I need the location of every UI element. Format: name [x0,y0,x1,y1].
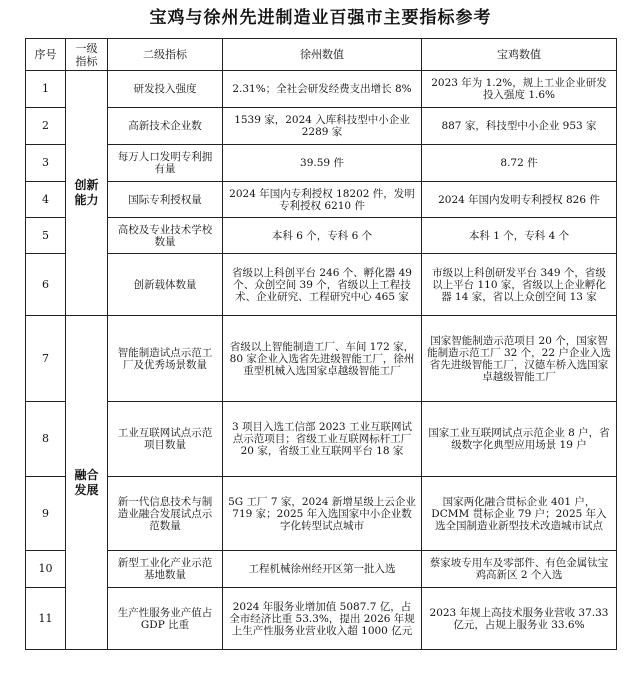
table-row [26,71,617,108]
row-baoji-value: 市级以上科创研发平台 349 个，省级以上平台 110 家，省级以上企业孵化器 14 家，省以上众创空间 13 家 [422,254,617,316]
row-seq: 8 [26,402,66,477]
row-indicator: 每万人口发明专利拥有量 [108,145,223,182]
row-xuzhou-value: 2024 年国内专利授权 18202 件，发明专利授权 6210 件 [223,182,422,218]
row-baoji-value: 887 家，科技型中小企业 953 家 [422,108,617,145]
row-seq: 11 [26,588,66,650]
header-level2: 二级指标 [108,39,223,71]
table-row [26,145,617,182]
row-xuzhou-value: 本科 6 个，专科 6 个 [223,218,422,254]
header-level1: 一级指标 [66,39,108,71]
row-indicator: 新型工业化产业示范基地数量 [108,551,223,588]
row-xuzhou-value: 2.31%；全社会研发经费支出增长 8% [223,71,422,108]
row-xuzhou-value: 1539 家，2024 入库科技型中小企业 2289 家 [223,108,422,145]
table-row [26,218,617,254]
row-seq: 5 [26,218,66,254]
category-integration-cell [66,316,108,650]
category-integration: 融合发展 [74,467,99,497]
indicator-table [25,38,617,650]
row-seq: 3 [26,145,66,182]
table-row [26,588,617,650]
row-indicator: 国际专利授权量 [108,182,223,218]
row-indicator: 新一代信息技术与制造业融合发展试点示范数量 [108,477,223,551]
row-xuzhou-value: 省级以上科创平台 246 个、孵化器 49 个、众创空间 39 个，省级以上工程技术、企业研究、工程研究中心 465 家 [223,254,422,316]
table-row [26,477,617,551]
row-baoji-value: 8.72 件 [422,145,617,182]
row-xuzhou-value: 3 项目入选工信部 2023 工业互联网试点示范项目；省级工业互联网标杆工厂 20 家，省级工业互联网平台 18 家 [223,402,422,477]
row-seq: 2 [26,108,66,145]
row-seq: 7 [26,316,66,402]
row-indicator: 高校及专业技术学校数量 [108,218,223,254]
row-indicator: 高新技术企业数 [108,108,223,145]
table-row [26,254,617,316]
row-indicator: 研发投入强度 [108,71,223,108]
table-row [26,551,617,588]
row-xuzhou-value: 工程机械徐州经开区第一批入选 [223,551,422,588]
header-seq: 序号 [26,39,66,71]
header-baoji: 宝鸡数值 [422,39,617,71]
row-seq: 9 [26,477,66,551]
row-seq: 1 [26,71,66,108]
row-baoji-value: 2023 年规上高技术服务业营收 37.33 亿元，占规上服务业 33.6% [422,588,617,650]
header-xuzhou: 徐州数值 [223,39,422,71]
row-baoji-value: 本科 1 个，专科 4 个 [422,218,617,254]
row-xuzhou-value: 39.59 件 [223,145,422,182]
page-title: 宝鸡与徐州先进制造业百强市主要指标参考 [149,8,492,28]
row-indicator: 创新载体数量 [108,254,223,316]
row-indicator: 生产性服务业产值占 GDP 比重 [108,588,223,650]
category-innovation: 创新能力 [74,178,99,207]
row-seq: 10 [26,551,66,588]
row-seq: 4 [26,182,66,218]
row-xuzhou-value: 2024 年服务业增加值 5087.7 亿，占全市经济比重 53.3%，提出 2026 年规上生产性服务业营业收入超 1000 亿元 [223,588,422,650]
table-row [26,182,617,218]
row-seq: 6 [26,254,66,316]
table-row [26,402,617,477]
row-xuzhou-value: 5G 工厂 7 家，2024 新增星级上云企业 719 家；2025 年入选国家中小企业数字化转型试点城市 [223,477,422,551]
row-baoji-value: 国家工业互联网试点示范企业 8 户，省级数字化典型应用场景 19 户 [422,402,617,477]
row-baoji-value: 国家两化融合贯标企业 401 户，DCMM 贯标企业 79 户；2025 年入选全国制造业新型技术改造城市试点 [422,477,617,551]
row-xuzhou-value: 省级以上智能制造工厂、车间 172 家，80 家企业入选省先进级智能工厂，徐州重型机械入选国家卓越级智能工厂 [223,316,422,402]
table-header-row [26,39,617,71]
row-indicator: 工业互联网试点示范项目数量 [108,402,223,477]
row-baoji-value: 国家智能制造示范项目 20 个，国家智能制造示范工厂 32 个，22 户企业入选省先进级智能工厂，汉德车桥入选国家卓越级智能工厂 [422,316,617,402]
row-baoji-value: 2023 年为 1.2%，规上工业企业研发投入强度 1.6% [422,71,617,108]
table-row [26,108,617,145]
table-row [26,316,617,402]
row-baoji-value: 2024 年国内发明专利授权 826 件 [422,182,617,218]
category-innovation-cell [66,71,108,316]
row-baoji-value: 蔡家坡专用车及零部件、有色金属钛宝鸡高新区 2 个入选 [422,551,617,588]
row-indicator: 智能制造试点示范工厂及优秀场景数量 [108,316,223,402]
